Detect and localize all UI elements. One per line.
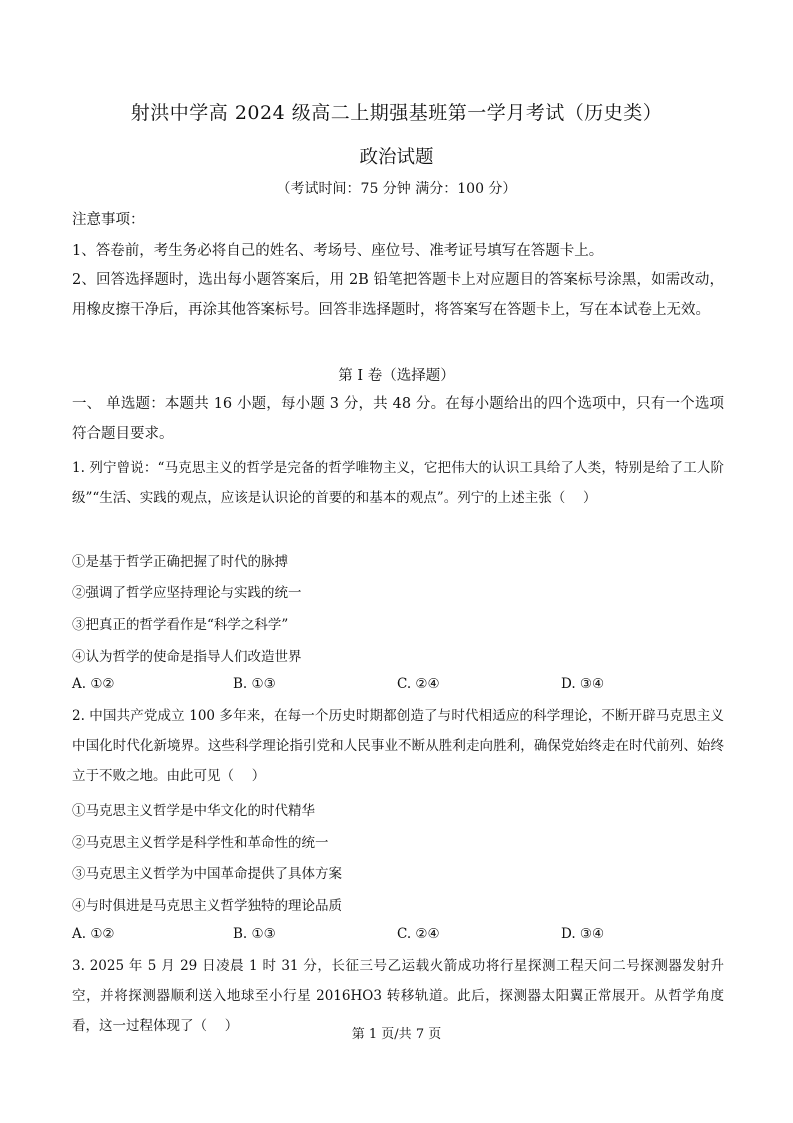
question-1-item: ①是基于哲学正确把握了时代的脉搏 — [72, 554, 288, 570]
question-1-item: ④认为哲学的使命是指导人们改造世界 — [72, 649, 302, 665]
notice-item-1: 1、答卷前，考生务必将自己的姓名、考场号、座位号、准考证号填写在答题卡上。 — [72, 243, 604, 259]
option-c[interactable]: C. ②④ — [397, 676, 440, 692]
question-1-item: ③把真正的哲学看作是“科学之科学” — [72, 617, 289, 633]
page-footer: 第 1 页/共 7 页 — [351, 1027, 442, 1042]
option-b[interactable]: B. ①③ — [233, 676, 276, 692]
exam-subject: 政治试题 — [359, 147, 434, 168]
question-2-item: ④与时俱进是马克思主义哲学独特的理论品质 — [72, 898, 342, 914]
section-intro: 一、 单选题：本题共 16 小题，每小题 3 分，共 48 分。在每小题给出的四个选项中，只有一个选项符合题目要求。 — [72, 396, 724, 442]
option-a[interactable]: A. ①② — [72, 676, 115, 692]
question-2-item: ①马克思主义哲学是中华文化的时代精华 — [72, 803, 315, 819]
question-3-stem: 3. 2025 年 5 月 29 日凌晨 1 时 31 分，长征三号乙运载火箭成功将行星探测工程天问二号探测器发射升空，并将探测器顺利送入地球至小行星 2016HO3 转移轨道。此后，探测器太阳翼正常展开。从哲学角度看，这一过程体现了（ ） — [72, 958, 724, 1034]
question-2-stem: 2. 中国共产党成立 100 多年来，在每一个历史时期都创造了与时代相适应的科学理论，不断开辟马克思主义中国化时代化新境界。这些科学理论指引党和人民事业不断从胜利走向胜利，确保党始终走在时代前列、始终立于不败之地。由此可见（ ） — [72, 708, 724, 784]
exam-time-info: （考试时间：75 分钟 满分：100 分） — [276, 181, 517, 197]
question-2-item: ②马克思主义哲学是科学性和革命性的统一 — [72, 835, 329, 851]
question-2-item: ③马克思主义哲学为中国革命提供了具体方案 — [72, 866, 342, 882]
option-c[interactable]: C. ②④ — [397, 926, 440, 942]
exam-title: 射洪中学高 2024 级高二上期强基班第一学月考试（历史类） — [130, 102, 663, 124]
question-1-stem: 1. 列宁曾说：“马克思主义的哲学是完备的哲学唯物主义，它把伟大的认识工具给了人类，特别是给了工人阶级”“生活、实践的观点，应该是认识论的首要的和基本的观点”。列宁的上述主张（ ） — [72, 460, 724, 506]
notice-heading: 注意事项： — [72, 212, 145, 228]
section-title: 第 I 卷（选择题） — [338, 368, 455, 384]
option-d[interactable]: D. ③④ — [561, 676, 605, 692]
question-1-item: ②强调了哲学应坚持理论与实践的统一 — [72, 585, 302, 601]
option-a[interactable]: A. ①② — [72, 926, 115, 942]
notice-item-2: 2、回答选择题时，选出每小题答案后，用 2B 铅笔把答题卡上对应题目的答案标号涂黑，如需改动，用橡皮擦干净后，再涂其他答案标号。回答非选择题时，将答案写在答题卡上，写在本试卷上无效。 — [72, 272, 724, 318]
option-b[interactable]: B. ①③ — [233, 926, 276, 942]
option-d[interactable]: D. ③④ — [561, 926, 605, 942]
